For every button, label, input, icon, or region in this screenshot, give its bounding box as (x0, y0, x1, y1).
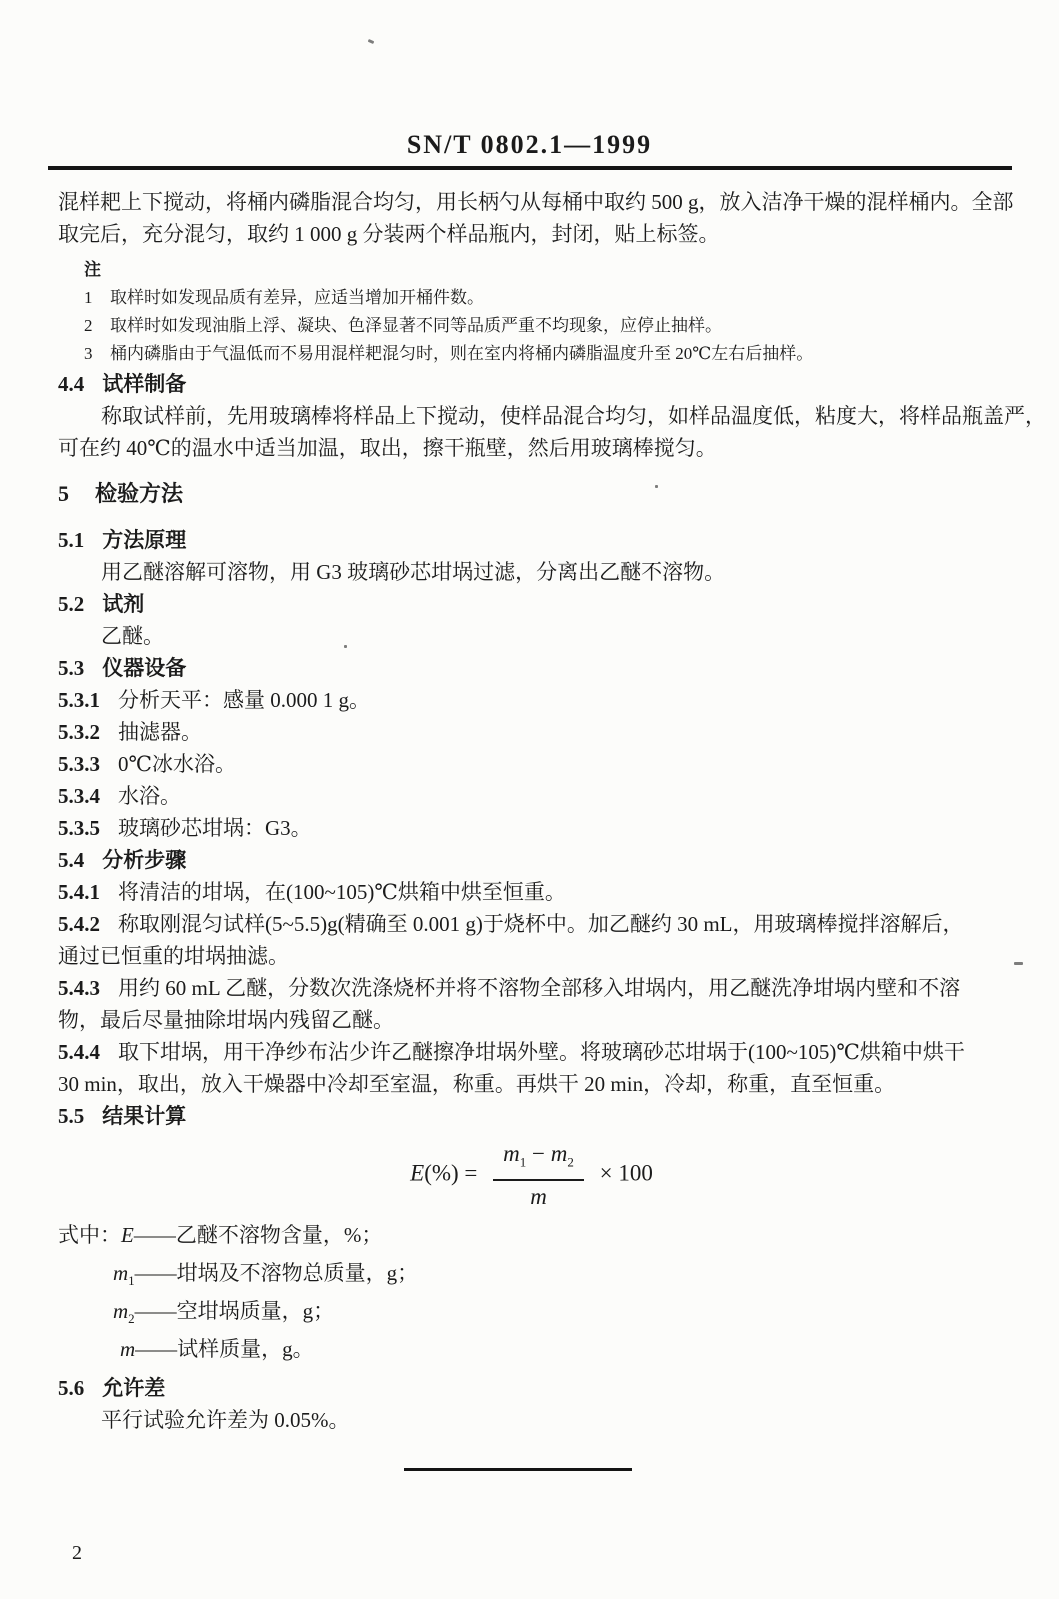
formula-minus: − (532, 1141, 546, 1166)
formula-m2: m (550, 1141, 568, 1166)
section-heading-5-6 (58, 1372, 1005, 1404)
clause-title: 允许差 (102, 1376, 166, 1401)
clause-number: 5 (58, 481, 69, 506)
section-body: 平行试验允许差为 0.05%。 (101, 1408, 350, 1433)
note-text: 桶内磷脂由于气温低而不易用混样耙混匀时，则在室内将桶内磷脂温度升至 20℃左右后抽样。 (110, 344, 814, 363)
clause-number: 4.4 (58, 372, 85, 396)
definition-desc: ——试样质量，g。 (135, 1337, 314, 1362)
section-body: 用乙醚溶解可溶物，用 G3 玻璃砂芯坩埚过滤，分离出乙醚不溶物。 (101, 560, 726, 584)
section-heading-5-2 (58, 588, 1005, 620)
equipment-text: 水浴。 (118, 784, 181, 808)
definition-symbol: E (121, 1222, 134, 1247)
clause-title: 试剂 (102, 592, 145, 616)
section-heading-5-1 (58, 524, 1005, 556)
formula-numerator (493, 1141, 584, 1181)
clause-title: 方法原理 (102, 528, 187, 552)
procedure-text: 用约 60 mL 乙醚，分数次洗涤烧杯并将不溶物全部移入坩埚内，用乙醚洗净坩埚内壁和不溶 (118, 976, 961, 1000)
clause-title: 分析步骤 (102, 848, 187, 872)
clause-title: 检验方法 (95, 481, 184, 506)
clause-number: 5.1 (58, 528, 85, 552)
equipment-text: 抽滤器。 (118, 720, 202, 744)
paragraph-line: 可在约 40℃的温水中适当加温，取出，擦干瓶壁，然后用玻璃棒搅匀。 (58, 436, 717, 460)
equipment-item (58, 812, 1005, 844)
formula-m: m (530, 1183, 547, 1209)
end-of-text-rule (404, 1468, 632, 1471)
procedure-text: 称取刚混匀试样(5~5.5)g(精确至 0.001 g)于烧杯中。加乙醚约 30 mL，用玻璃棒搅拌溶解后， (118, 912, 964, 936)
paragraph-line: 称取试样前，先用玻璃棒将样品上下搅动，使样品混合均匀，如样品温度低，粘度大，将样品瓶盖严， (101, 404, 1046, 428)
equipment-item (58, 780, 1005, 812)
section-heading-5-3 (58, 652, 1005, 684)
where-intro: 式中： (58, 1222, 121, 1247)
clause-number: 5.3.3 (58, 752, 100, 776)
formula (58, 1132, 1005, 1220)
definition-desc: ——乙醚不溶物含量，%； (133, 1222, 383, 1247)
section-body: 乙醚。 (101, 624, 164, 648)
clause-number: 5.3.2 (58, 720, 100, 744)
definition-sub: 1 (128, 1272, 135, 1288)
page-number: 2 (72, 1542, 82, 1564)
procedure-text: 取下坩埚，用干净纱布沾少许乙醚擦净坩埚外壁。将玻璃砂芯坩埚于(100~105)℃烘箱中烘干 (118, 1040, 965, 1064)
page-body (58, 0, 1046, 1471)
equipment-item (58, 748, 1005, 780)
clause-number: 5.3 (58, 656, 85, 680)
note-item (58, 312, 1005, 340)
formula-m1: m (503, 1141, 520, 1166)
procedure-text-line: 物，最后尽量抽除坩埚内残留乙醚。 (58, 1008, 394, 1032)
procedure-text-line: 30 min，取出，放入干燥器中冷却至室温，称重。再烘干 20 min，冷却，称重，直至恒重。 (58, 1072, 896, 1096)
definition-desc: ——坩埚及不溶物总质量，g； (134, 1260, 419, 1285)
equipment-text: 玻璃砂芯坩埚：G3。 (118, 816, 312, 840)
definition-sub: 2 (128, 1311, 135, 1327)
note-number: 2 (84, 316, 93, 335)
paragraph-line: 混样耙上下搅动，将桶内磷脂混合均匀，用长柄勺从每桶中取约 500 g，放入洁净干燥的混样桶内。全部 (58, 190, 1014, 214)
clause-number: 5.3.4 (58, 784, 100, 808)
equipment-text: 0℃冰水浴。 (118, 752, 236, 776)
clause-number: 5.3.1 (58, 688, 100, 712)
clause-title: 试样制备 (102, 372, 187, 396)
paragraph-line: 取完后，充分混匀，取约 1 000 g 分装两个样品瓶内，封闭，贴上标签。 (58, 222, 720, 246)
clause-number: 5.4.2 (58, 912, 100, 936)
scan-speck (1014, 962, 1023, 965)
note-text: 取样时如发现油脂上浮、凝块、色泽显著不同等品质严重不均现象，应停止抽样。 (110, 316, 722, 335)
formula-factor: 100 (618, 1160, 653, 1186)
clause-number: 5.4.4 (58, 1040, 100, 1064)
formula-equals: = (464, 1160, 478, 1186)
section-heading-4-4 (58, 368, 1005, 400)
definition-item (58, 1258, 1005, 1296)
clause-number: 5.5 (58, 1104, 85, 1128)
formula-lhs-symbol: E (410, 1160, 425, 1186)
clause-number: 5.4.3 (58, 976, 100, 1000)
section-heading-5-4 (58, 844, 1005, 876)
definition-symbol: m (113, 1298, 129, 1323)
note-item (58, 284, 1005, 312)
clause-number: 5.4.1 (58, 880, 100, 904)
equipment-item (58, 684, 1005, 716)
note-text: 取样时如发现品质有差异，应适当增加开桶件数。 (110, 288, 484, 307)
note-item (58, 340, 1005, 368)
chapter-heading-5 (58, 476, 1005, 512)
procedure-item (58, 1036, 1005, 1068)
definition-item (58, 1220, 1005, 1258)
formula-fraction (493, 1141, 584, 1210)
clause-number: 5.6 (58, 1376, 85, 1401)
definition-symbol: m (120, 1337, 136, 1362)
standard-number-header: SN/T 0802.1—1999 (406, 130, 653, 159)
formula-m1-sub: 1 (519, 1154, 527, 1170)
definition-item (58, 1296, 1005, 1334)
procedure-item (58, 876, 1005, 908)
procedure-item (58, 908, 1005, 940)
where-clause (58, 1220, 1005, 1373)
equipment-text: 分析天平：感量 0.000 1 g。 (118, 688, 370, 712)
clause-title: 仪器设备 (102, 656, 187, 680)
procedure-text-line: 通过已恒重的坩埚抽滤。 (58, 944, 289, 968)
equipment-item (58, 716, 1005, 748)
formula-denominator (493, 1181, 584, 1210)
clause-number: 5.2 (58, 592, 85, 616)
note-label: 注 (84, 260, 101, 279)
procedure-item (58, 972, 1005, 1004)
formula-m2-sub: 2 (567, 1154, 574, 1170)
definition-symbol: m (113, 1260, 129, 1285)
definition-item (58, 1334, 1005, 1372)
note-number: 1 (84, 288, 93, 307)
definition-desc: ——空坩埚质量，g； (134, 1298, 335, 1323)
intro-paragraph (58, 186, 1014, 250)
note-number: 3 (84, 344, 93, 363)
formula-lhs-args: (%) (424, 1160, 459, 1186)
clause-number: 5.3.5 (58, 816, 100, 840)
procedure-text: 将清洁的坩埚，在(100~105)℃烘箱中烘至恒重。 (118, 880, 566, 904)
formula-times: × (599, 1160, 613, 1186)
notes-block (58, 256, 1005, 368)
section-heading-5-5 (58, 1100, 1005, 1132)
clause-number: 5.4 (58, 848, 85, 872)
clause-title: 结果计算 (102, 1104, 187, 1128)
